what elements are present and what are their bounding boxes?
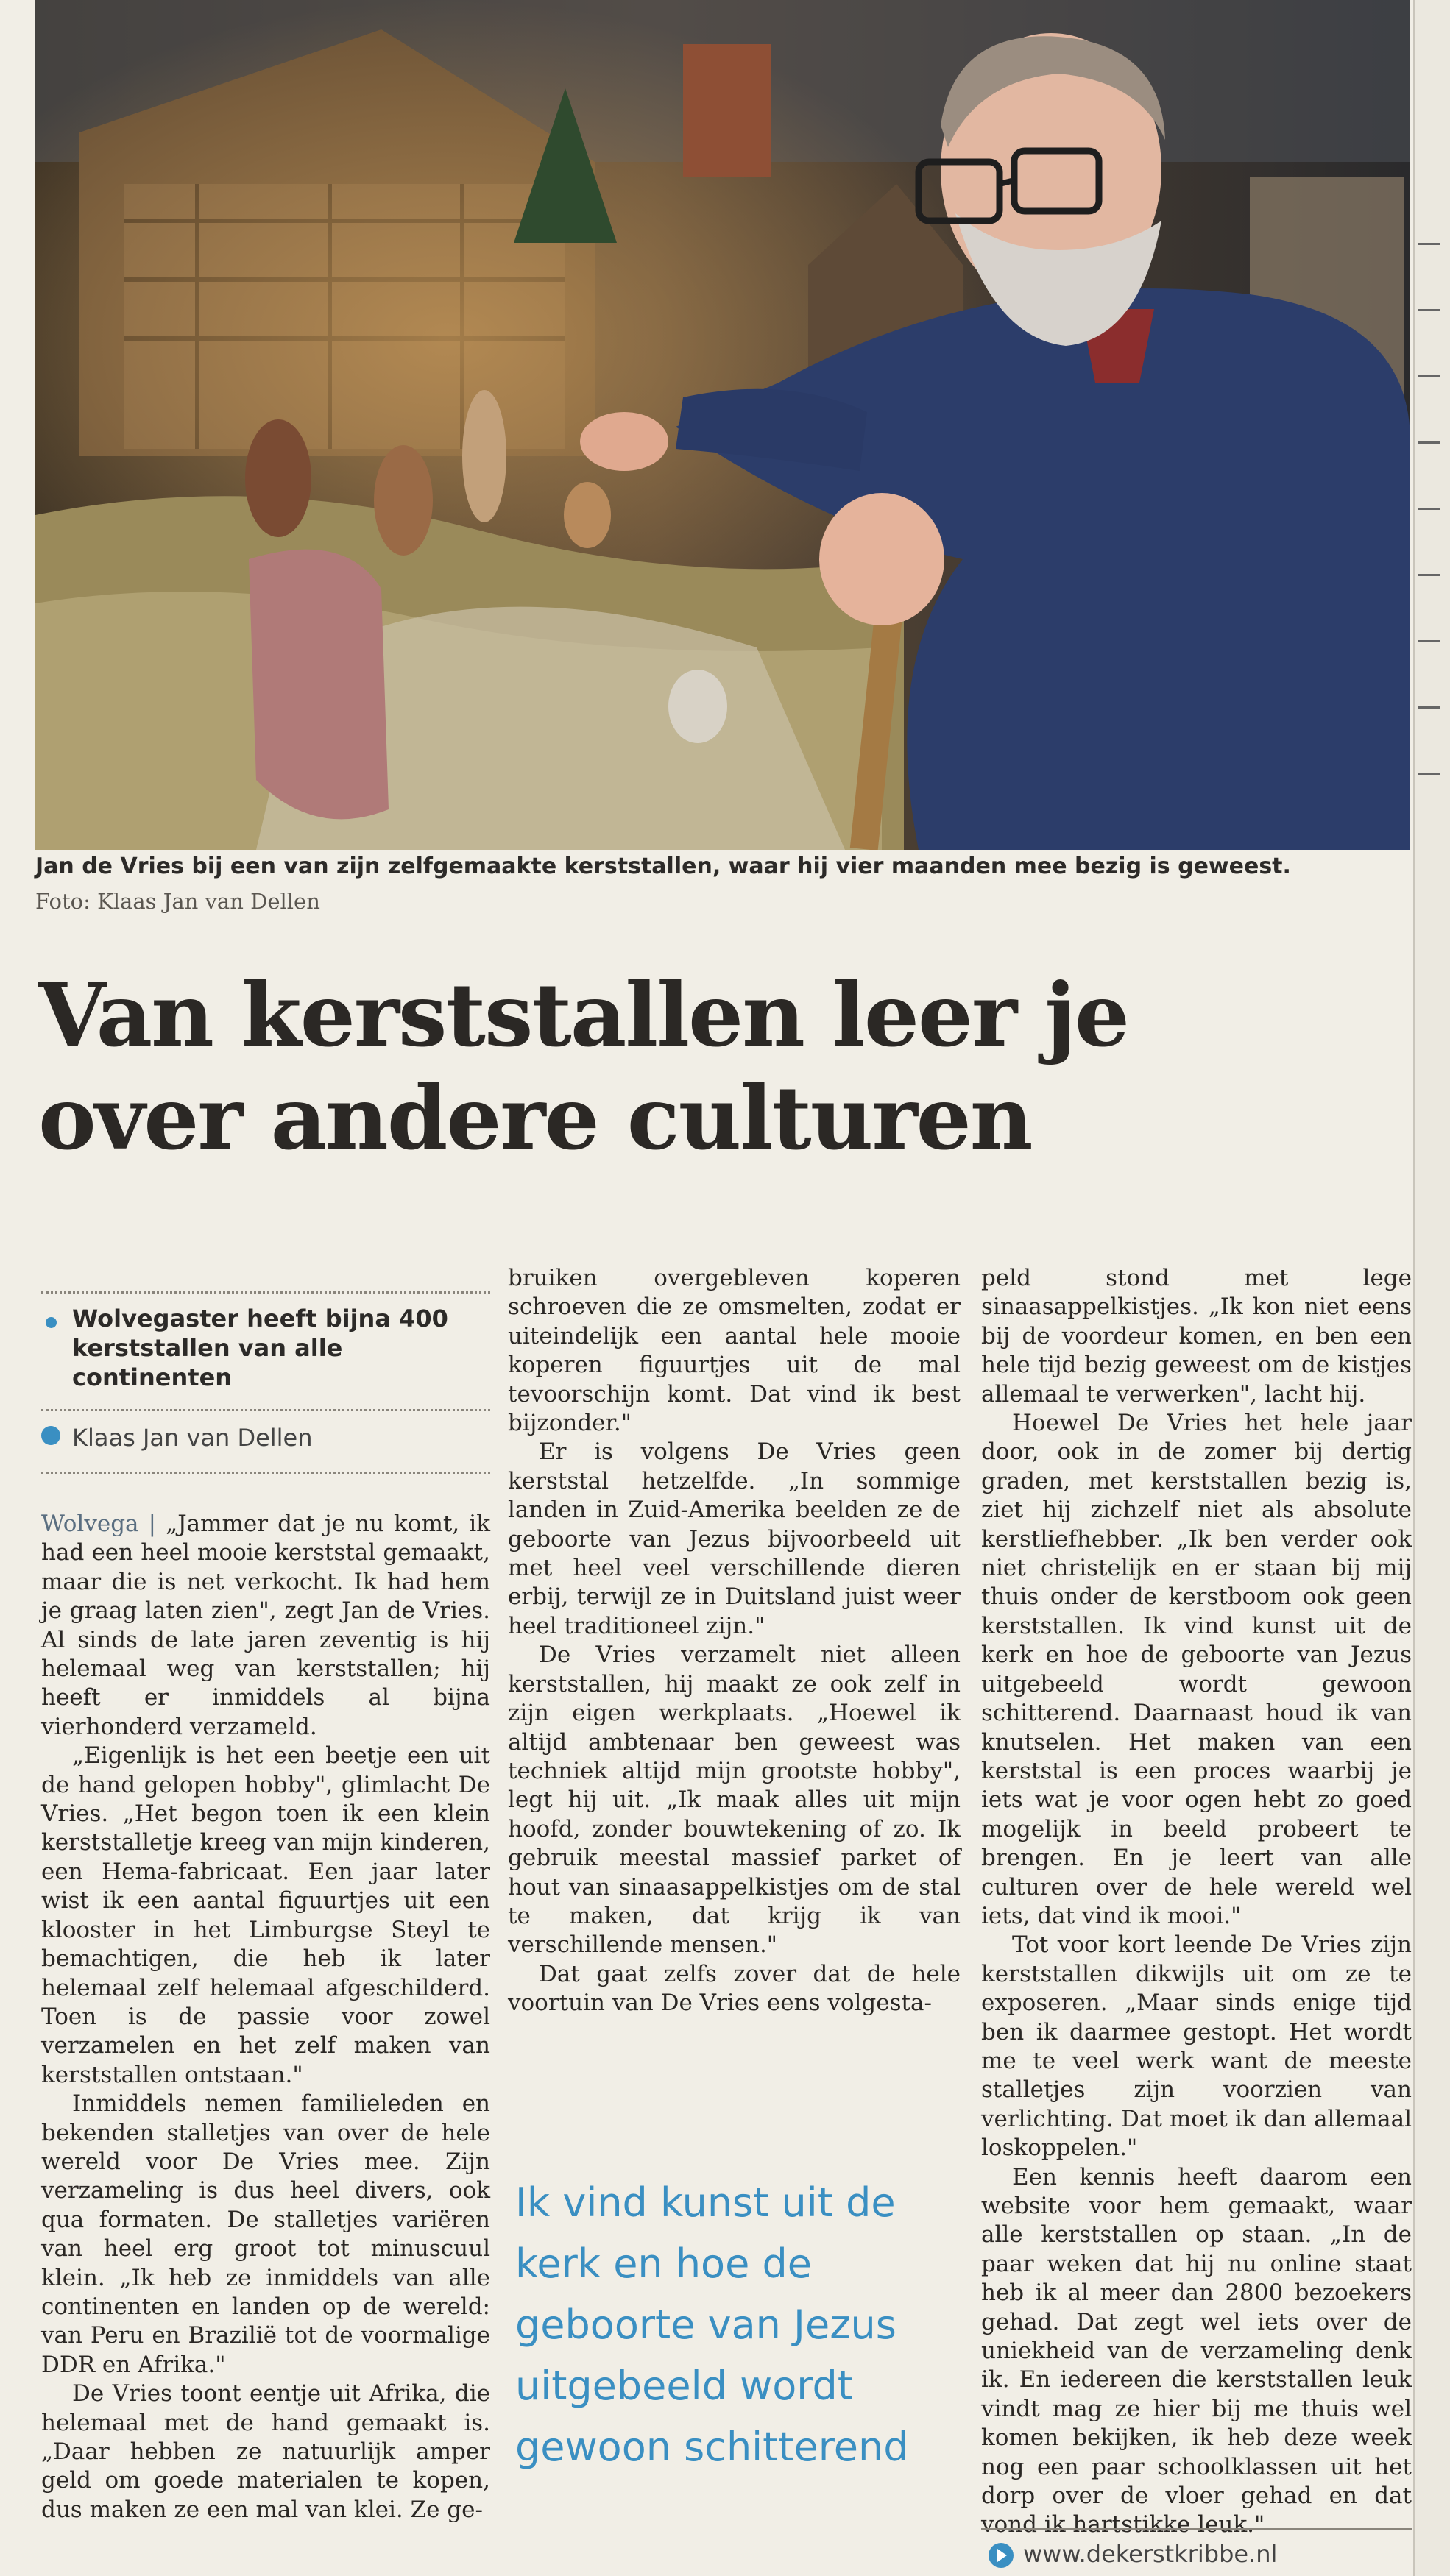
divider [41,1409,490,1411]
headline [38,964,1400,1170]
paragraph: Hoewel De Vries het hele jaar door, ook in de zomer bij dertig graden, met kerststallen bezig is, ziet hij zichzelf niet als absolute kerstliefhebber. „Ik ben verder ook niet christelijk en er staan bij mij thuis onder de kerstboom ook geen kerststallen. Ik vind kunst uit de kerk en hoe de geboorte van Jezus uitgebeeld wordt gewoon schitterend. Daarnaast houd ik van knutselen. Het maken van een kerststal is een proces waarbij je iets wat je voor ogen hebt zo goed mogelijk in beeld probeert te brengen. En je leert van alle culturen over de hele wereld wel iets, dat vind ik mooi." [981,1410,1412,1929]
headline-line-1: Van kerststallen leer je [38,964,1128,1066]
headline-line-2: over andere culturen [38,1067,1032,1169]
photo-caption: Jan de Vries bij een van zijn zelfgemaakte kerststallen, waar hij vier maanden mee bezig is geweest. [35,854,1291,879]
paragraph: De Vries verzamelt niet alleen kerststallen, hij maakt ze ook zelf in zijn eigen werkplaats. „Hoewel ik altijd ambtenaar ben geweest was techniek altijd mijn grootste hobby", legt hij uit. „Ik maak alles uit mijn hoofd, zonder bouwtekening of zo. Ik gebruik meestal massief parket of hout van sinaasappelkistjes om de stal te maken, dat krijg ik van verschillende mensen." [508,1642,961,1959]
paragraph: De Vries toont eentje uit Afrika, die helemaal met de hand gemaakt is. „Daar hebben ze natuurlijk amper geld om goede materialen te kopen, dus maken ze een mal van klei. Ze ge- [41,2380,490,2523]
article-column-1 [41,1510,490,2524]
article-column-3 [981,1264,1412,2540]
article-column-2 [508,1264,961,2018]
website-link[interactable]: www.dekerstkribbe.nl [1023,2540,1278,2568]
divider [41,1291,490,1294]
paragraph: Dat gaat zelfs zover dat de hele voortuin van De Vries eens volgesta- [508,1960,961,2017]
article-photo [35,0,1410,850]
paragraph: Tot voor kort leende De Vries zijn kerststallen dikwijls uit om ze te exposeren. „Maar sinds enige tijd ben ik daarmee gestopt. Het wordt me te veel werk want de meeste stalletjes zijn voorzien van verlichting. Dat moet ik dan allemaal loskoppelen." [981,1931,1412,2162]
paragraph: „Eigenlijk is het een beetje een uit de hand gelopen hobby", glimlacht De Vries. „Het begon toen ik een klein kerststalletje kreeg van mijn kinderen, een Hema-fabricaat. Een jaar later wist ik een aantal figuurtjes uit een klooster in het Limburgse Steyl te bemachtigen, die heb ik later helemaal zelf helemaal afgeschilderd. Toen is de passie voor zowel verzamelen en het zelf maken van kerststallen ontstaan." [41,1742,490,2088]
author-byline: Klaas Jan van Dellen [72,1424,313,1452]
play-arrow-icon [989,2543,1014,2568]
paragraph: Er is volgens De Vries geen kerststal hetzelfde. „In sommige landen in Zuid-Amerika beelden ze de geboorte van Jezus bijvoorbeeld uit met heel veel verschillende dieren erbij, terwijl ze in Duitsland juist weer heel traditioneel zijn." [508,1438,961,1639]
bullet-dot-icon [46,1317,57,1328]
subheadline: Wolvegaster heeft bijna 400 kerststallen van alle continenten [72,1305,448,1391]
author-icon [41,1426,60,1445]
dateline: Wolvega | [41,1511,157,1537]
divider [41,1472,490,1474]
divider [981,2528,1412,2530]
paragraph: Inmiddels nemen familieleden en bekenden stalletjes van over de hele wereld voor De Vries mee. Zijn verzameling is dus heel divers, ook qua formaten. De stalletjes variëren van heel erg groot tot minuscuul klein. „Ik heb ze inmiddels van alle continenten en landen op de wereld: van Peru en Brazilië tot de voormalige DDR en Afrika." [41,2090,490,2378]
paragraph: bruiken overgebleven koperen schroeven die ze omsmelten, zodat er uiteindelijk een aantal hele mooie koperen figuurtjes uit de mal tevoorschijn komt. Dat vind ik best bijzonder." [508,1265,961,1437]
photo-credit: Foto: Klaas Jan van Dellen [35,889,320,914]
adjacent-page-edge [1413,0,1450,2576]
photo-illustration [35,0,1410,850]
paragraph: peld stond met lege sinaasappelkistjes. „Ik kon niet eens bij de voordeur komen, en ben een hele tijd bezig geweest om de kistjes allemaal te verwerken", lacht hij. [981,1265,1412,1408]
paragraph [41,1510,490,1742]
pull-quote: Ik vind kunst uit de kerk en hoe de geboorte van Jezus uitgebeeld wordt gewoon schitterend [515,2179,909,2470]
paragraph: Een kennis heeft daarom een website voor hem gemaakt, waar alle kerststallen op staan. „In de paar weken dat hij nu online staat heb ik al meer dan 2800 bezoekers gehad. Dat zegt wel iets over de uniekheid van de verzameling denk ik. En iedereen die kerststallen leuk vindt mag ze hier bij me thuis wel komen bekijken, ik heb deze week nog een paar schoolklassen uit het dorp over de vloer gehad en dat vond ik hartstikke leuk." [981,2163,1412,2538]
paragraph-text: „Jammer dat je nu komt, ik had een heel mooie kerststal gemaakt, maar die is net verkocht. Ik had hem je graag laten zien", zegt Jan de Vries. Al sinds de late jaren zeventig is hij helemaal weg van kerststallen; hij heeft er inmiddels al bijna vierhonderd verzameld. [41,1511,490,1740]
